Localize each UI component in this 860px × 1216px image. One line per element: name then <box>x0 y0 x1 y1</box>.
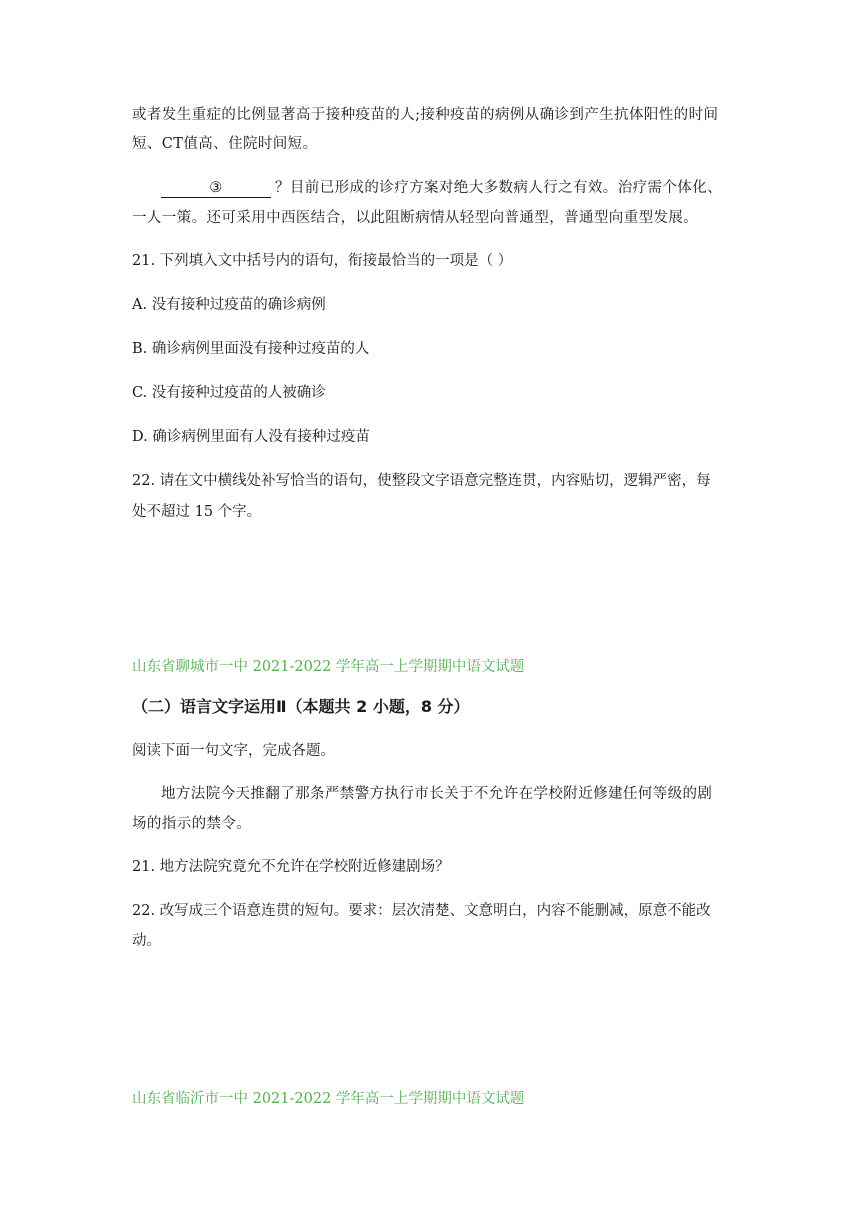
question-22-line: 22. 改写成三个语意连贯的短句。要求：层次清楚、文意明白，内容不能删减，原意不能改 <box>132 903 711 919</box>
passage-text: ？目前已形成的诊疗方案对绝大多数病人行之有效。治疗需个体化、 <box>275 180 722 196</box>
question-21-stem: 21. 下列填入文中括号内的语句，衔接最恰当的一项是（ ） <box>132 253 513 269</box>
question-22-line: 处不超过 15 个字。 <box>132 504 262 520</box>
passage-line: 或者发生重症的比例显著高于接种疫苗的人;接种疫苗的病例从确诊到产生抗体阳性的时间 <box>132 107 719 123</box>
passage-line: 场的指示的禁令。 <box>132 816 252 832</box>
fill-blank: ③ <box>161 180 271 198</box>
passage-line-with-blank <box>161 178 722 198</box>
passage-line: 一人一策。还可采用中西医结合，以此阻断病情从轻型向普通型，普通型向重型发展。 <box>132 210 699 226</box>
option-b: B. 确诊病例里面没有接种过疫苗的人 <box>132 341 370 357</box>
question-22-line: 22. 请在文中横线处补写恰当的语句，使整段文字语意完整连贯，内容贴切，逻辑严密，每 <box>132 473 711 489</box>
source-label: 山东省临沂市一中 2021-2022 学年高一上学期期中语文试题 <box>132 1091 525 1107</box>
passage-line: 短、CT值高、住院时间短。 <box>132 136 318 152</box>
question-21: 21. 地方法院究竟允不允许在学校附近修建剧场？ <box>132 859 450 875</box>
source-label: 山东省聊城市一中 2021-2022 学年高一上学期期中语文试题 <box>132 659 525 675</box>
instruction: 阅读下面一句文字，完成各题。 <box>132 743 335 759</box>
section-heading: （二）语言文字运用Ⅱ（本题共 2 小题，8 分） <box>132 697 470 716</box>
question-22-line: 动。 <box>132 933 161 949</box>
option-d: D. 确诊病例里面有人没有接种过疫苗 <box>132 429 370 445</box>
passage-line: 地方法院今天推翻了那条严禁警方执行市长关于不允许在学校附近修建任何等级的剧 <box>161 786 713 802</box>
option-c: C. 没有接种过疫苗的人被确诊 <box>132 385 326 401</box>
option-a: A. 没有接种过疫苗的确诊病例 <box>132 297 326 313</box>
